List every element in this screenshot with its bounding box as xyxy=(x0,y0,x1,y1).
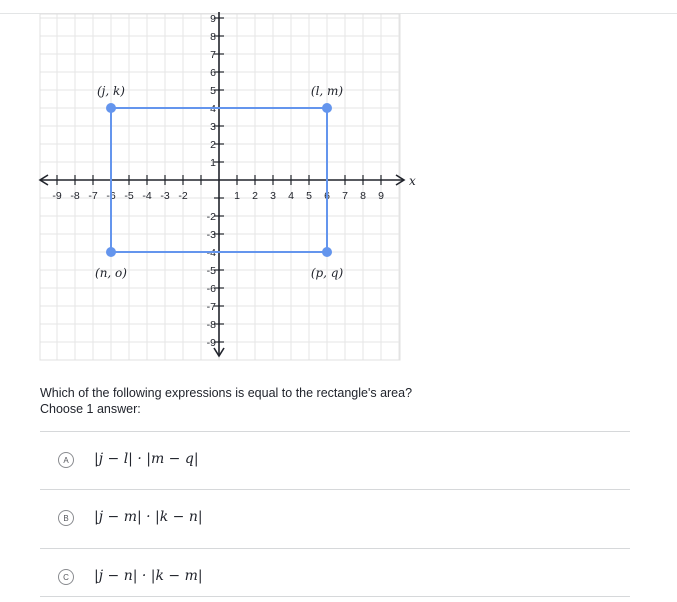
x-tick-label: 3 xyxy=(270,190,276,202)
x-tick-label: 2 xyxy=(252,190,258,202)
x-tick-label: -2 xyxy=(178,190,188,202)
choice-c[interactable] xyxy=(58,561,618,595)
x-axis-label: x xyxy=(409,174,416,188)
choice-divider xyxy=(40,596,630,597)
x-tick-label: -9 xyxy=(52,190,62,202)
y-tick-label: -2 xyxy=(206,211,216,223)
y-tick-label: 7 xyxy=(210,49,216,61)
x-tick-label: 1 xyxy=(234,190,240,202)
x-tick-label: -4 xyxy=(142,190,152,202)
y-tick-label: 1 xyxy=(210,157,216,169)
vertex-point xyxy=(322,103,332,113)
y-tick-label: 2 xyxy=(210,139,216,151)
y-tick-label: 8 xyxy=(210,31,216,43)
question-block xyxy=(40,385,412,417)
x-tick-label: 5 xyxy=(306,190,312,202)
choice-a[interactable] xyxy=(58,444,618,478)
x-tick-label: 6 xyxy=(324,190,330,202)
choice-b-expression: |j − m| · |k − n| xyxy=(94,509,203,525)
x-tick-label: -6 xyxy=(106,190,116,202)
x-tick-label: 7 xyxy=(342,190,348,202)
y-tick-label: -5 xyxy=(206,265,216,277)
y-tick-label: 4 xyxy=(210,103,216,115)
vertex-label: (p, q) xyxy=(310,266,344,280)
vertex-label: (n, o) xyxy=(95,266,127,280)
choice-b-letter: B xyxy=(58,510,74,526)
y-tick-label: 6 xyxy=(210,67,216,79)
x-tick-label: -3 xyxy=(160,190,170,202)
y-tick-label: -6 xyxy=(206,283,216,295)
y-tick-label: -3 xyxy=(206,229,216,241)
x-tick-label: 9 xyxy=(378,190,384,202)
vertex-point xyxy=(322,247,332,257)
choice-c-expression: |j − n| · |k − m| xyxy=(94,568,203,584)
y-tick-label: -8 xyxy=(206,319,216,331)
vertex-point xyxy=(106,103,116,113)
x-tick-label: -8 xyxy=(70,190,80,202)
choice-a-letter: A xyxy=(58,452,74,468)
x-tick-label: -5 xyxy=(124,190,134,202)
x-tick-label: 8 xyxy=(360,190,366,202)
vertex-point xyxy=(106,247,116,257)
y-tick-label: 3 xyxy=(210,121,216,133)
choice-divider xyxy=(40,489,630,490)
y-tick-label: -7 xyxy=(206,301,216,313)
choice-divider xyxy=(40,431,630,432)
choice-divider xyxy=(40,548,630,549)
choice-a-expression: |j − l| · |m − q| xyxy=(94,451,199,467)
choice-b[interactable] xyxy=(58,502,618,536)
question-prompt: Which of the following expressions is equal to the rectangle's area? xyxy=(40,386,413,400)
x-tick-label: 4 xyxy=(288,190,294,202)
vertex-label: (j, k) xyxy=(97,84,125,98)
choice-c-letter: C xyxy=(58,569,74,585)
y-tick-label: 5 xyxy=(210,85,216,97)
y-tick-label: -4 xyxy=(206,247,216,259)
y-tick-label: -9 xyxy=(206,337,216,349)
grid-border xyxy=(40,14,400,360)
y-tick-label: 9 xyxy=(210,13,216,25)
x-tick-label: -7 xyxy=(88,190,98,202)
vertex-label: (l, m) xyxy=(310,84,344,98)
question-instruction: Choose 1 answer: xyxy=(40,402,141,416)
